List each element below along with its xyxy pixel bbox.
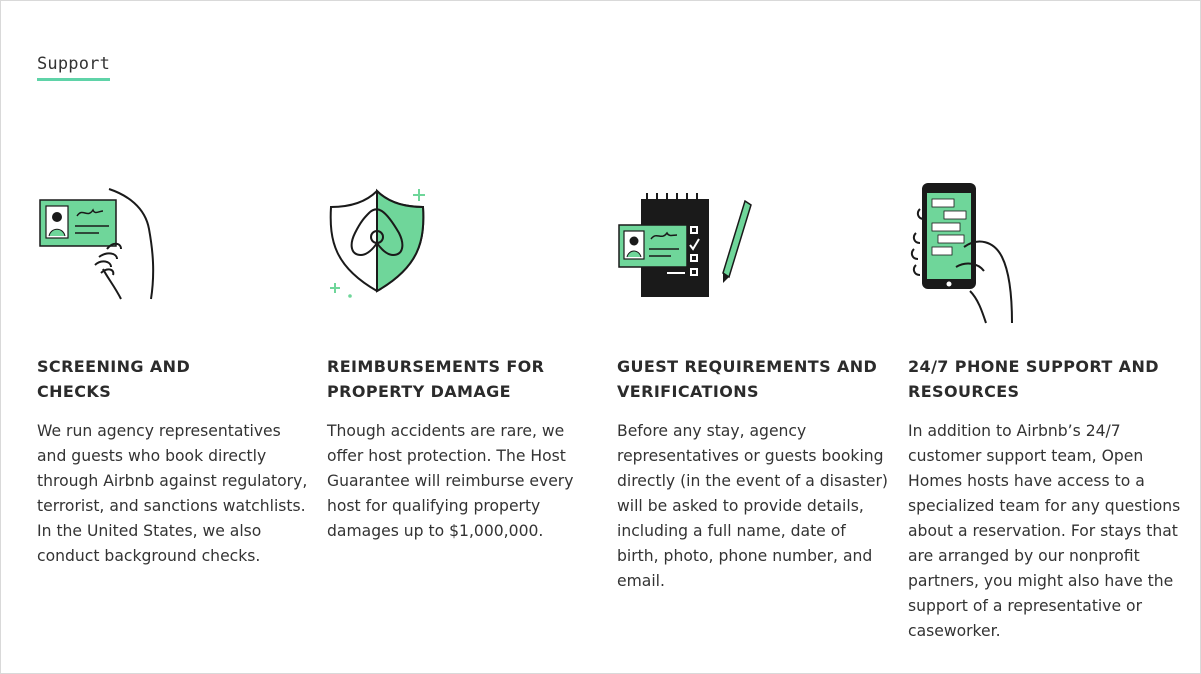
feature-phone-support [908, 181, 1181, 640]
feature-screening [37, 181, 308, 565]
feature-title: 24/7 PHONE SUPPORT AND RESOURCES [908, 357, 1159, 401]
checklist-icon [617, 181, 887, 331]
support-tab[interactable]: Support [37, 54, 110, 81]
id-card-hand-icon [37, 181, 307, 331]
phone-hand-icon [908, 181, 1178, 331]
feature-description: Before any stay, agency representatives or guests booking directly (in the event of a disaster) will be asked to provide details, including a full name, date of birth, photo, phone number, and email. [617, 422, 889, 590]
shield-icon [327, 181, 597, 331]
feature-title: REIMBURSEMENTS FOR PROPERTY DAMAGE [327, 357, 545, 401]
feature-reimbursements [327, 181, 597, 540]
feature-title: SCREENING AND CHECKS [37, 357, 191, 401]
feature-description: In addition to Airbnb’s 24/7 customer support team, Open Homes hosts have access to a specialized team for any questions about a reservation. For stays that are arranged by our nonprofit partners, you might also have the support of a representative or caseworker. [908, 422, 1181, 640]
feature-guest-requirements [617, 181, 889, 590]
feature-description: We run agency representatives and guests who book directly through Airbnb against regulatory, terrorist, and sanctions watchlists. In the United States, we also conduct background checks. [37, 422, 308, 565]
feature-title: GUEST REQUIREMENTS AND VERIFICATIONS [617, 357, 878, 401]
feature-description: Though accidents are rare, we offer host protection. The Host Guarantee will reimburse every host for qualifying property damages up to $1,000,000. [327, 422, 574, 540]
